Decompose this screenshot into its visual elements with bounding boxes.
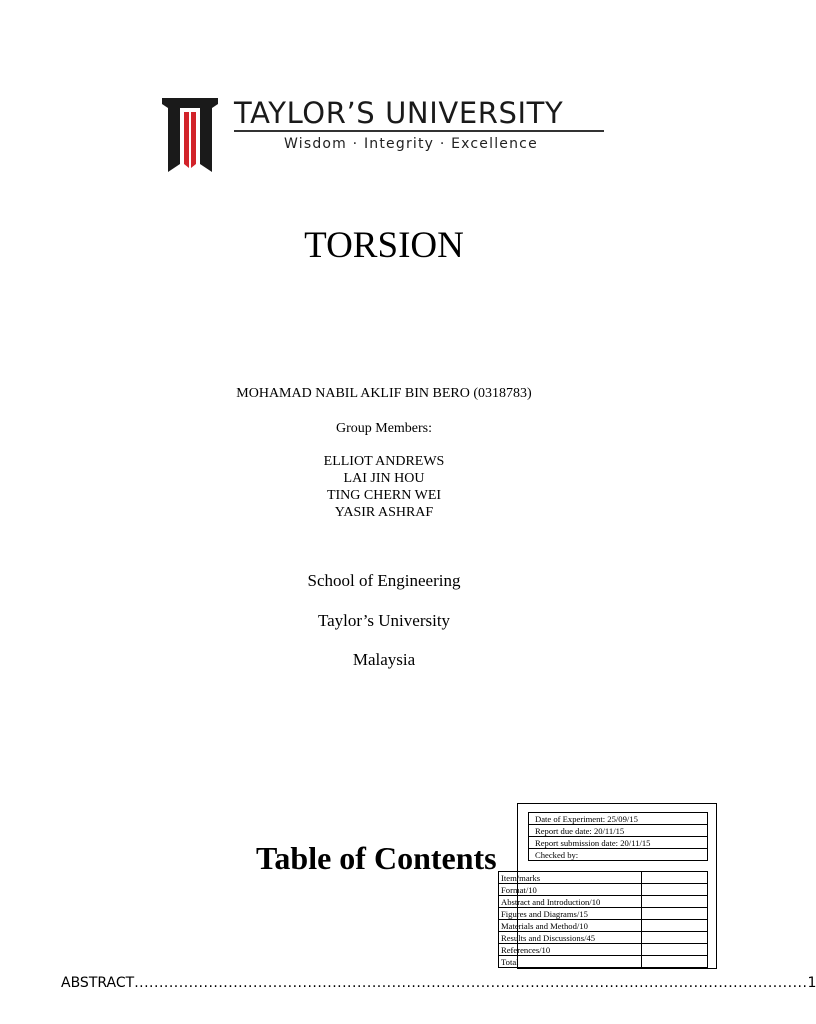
table-row [499,884,708,896]
marks-table [498,871,708,968]
marks-value [642,872,708,884]
table-row [499,872,708,884]
table-row [499,944,708,956]
marks-value [642,932,708,944]
info-row: Report due date: 20/11/15 [529,825,708,837]
table-row [499,956,708,968]
marks-item: Materials and Method/10 [499,920,642,932]
toc-page-number: 1 [807,975,816,991]
marks-item: Results and Discussions/45 [499,932,642,944]
university-crest-icon [162,98,218,172]
marks-item: References/10 [499,944,642,956]
logo-tagline: Wisdom · Integrity · Excellence [284,136,538,152]
university-name: Taylor’s University [317,611,451,630]
logo-wordmark: TAYLOR’S UNIVERSITY [234,96,564,130]
info-row: Checked by: [529,849,708,861]
info-row: Date of Experiment: 25/09/15 [529,813,708,825]
group-members-label: Group Members: [335,421,433,436]
marks-value [642,956,708,968]
marks-value [642,884,708,896]
marks-item: Item/marks [499,872,642,884]
country-name: Malaysia [352,650,416,669]
info-row: Report submission date: 20/11/15 [529,837,708,849]
marks-item: Abstract and Introduction/10 [499,896,642,908]
report-title: TORSION [304,225,464,266]
table-of-contents-heading: Table of Contents [256,840,497,876]
marks-item: Figures and Diagrams/15 [499,908,642,920]
toc-entry-label: ABSTRACT [61,975,135,991]
student-name: MOHAMAD NABIL AKLIF BIN BERO (0318783) [236,386,532,401]
marks-value [642,944,708,956]
experiment-info-table [528,812,708,861]
group-member: TING CHERN WEI [326,488,442,503]
group-member: ELLIOT ANDREWS [323,454,445,469]
marks-item: Total [499,956,642,968]
logo-divider [234,130,604,132]
group-member: YASIR ASHRAF [334,505,434,520]
table-row [499,932,708,944]
toc-entry-abstract[interactable] [61,973,816,993]
group-member: LAI JIN HOU [343,471,425,486]
university-logo [162,98,608,172]
marking-scheme-box [501,803,717,969]
marks-value [642,920,708,932]
group-members-list [0,453,768,521]
marks-value [642,896,708,908]
table-row [499,908,708,920]
table-row [499,896,708,908]
marks-value [642,908,708,920]
marks-item: Format/10 [499,884,642,896]
toc-leader-dots: ........................................................................................................................................ [134,975,808,991]
school-name: School of Engineering [307,571,461,590]
table-row [499,920,708,932]
